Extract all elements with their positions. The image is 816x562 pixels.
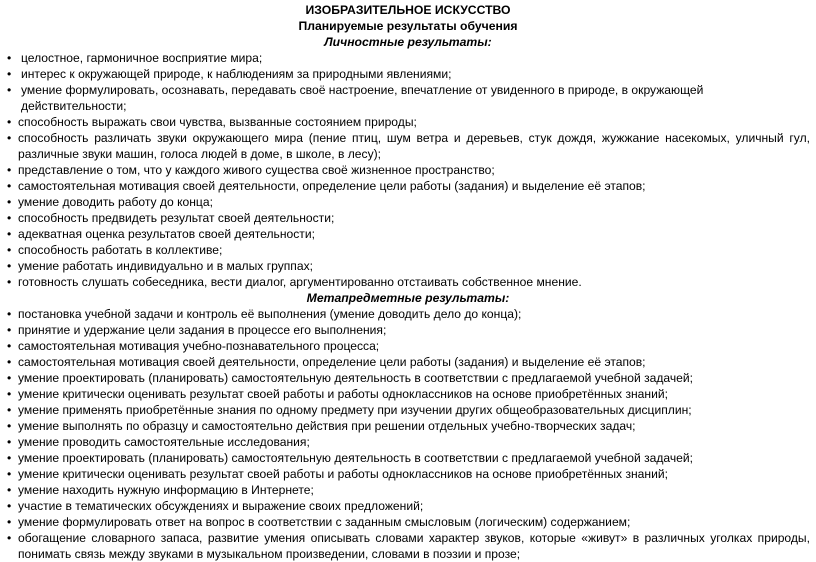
list-item: • умение критически оценивать результат своей работы и работы одноклассников на основе приобретённых знаний; — [6, 466, 810, 482]
list-item: • представление о том, что у каждого живого существа своё жизненное пространство; — [6, 162, 810, 178]
personal-results-heading: Личностные результаты: — [324, 35, 492, 49]
meta-results-heading: Метапредметные результаты: — [306, 291, 510, 305]
list-item: • самостоятельная мотивация своей деятельности, определение цели работы (задания) и выделение её этапов; — [6, 354, 810, 370]
list-item: • интерес к окружающей природе, к наблюдениям за природными явлениями; — [6, 66, 810, 82]
document-subtitle: Планируемые результаты обучения — [298, 19, 518, 33]
personal-results-list — [6, 50, 810, 290]
list-item: • умение проектировать (планировать) самостоятельную деятельность в соответствии с предлагаемой учебной задачей; — [6, 450, 810, 466]
list-item: • постановка учебной задачи и контроль её выполнения (умение доводить дело до конца); — [6, 306, 810, 322]
list-item: • умение доводить работу до конца; — [6, 194, 810, 210]
list-item: • умение критически оценивать результат своей работы и работы одноклассников на основе приобретённых знаний; — [6, 386, 810, 402]
list-item: • обогащение словарного запаса, развитие умения описывать словами характер звуков, которые «живут» в различных уголках природы, понимать связь между звуками в музыкальном произведении, словами в поэзии и прозе; — [6, 530, 810, 562]
list-item: • умение применять приобретённые знания по одному предмету при изучении других общеобразовательных дисциплин; — [6, 402, 810, 418]
list-item: • адекватная оценка результатов своей деятельности; — [6, 226, 810, 242]
list-item: • умение проводить самостоятельные исследования; — [6, 434, 810, 450]
list-item: • целостное, гармоничное восприятие мира; — [6, 50, 810, 66]
document-title: ИЗОБРАЗИТЕЛЬНОЕ ИСКУССТВО — [305, 3, 511, 17]
list-item: • способность предвидеть результат своей деятельности; — [6, 210, 810, 226]
list-item: • умение работать индивидуально и в малых группах; — [6, 258, 810, 274]
list-item: • самостоятельная мотивация своей деятельности, определение цели работы (задания) и выделение её этапов; — [6, 178, 810, 194]
list-item: • способность выражать свои чувства, вызванные состоянием природы; — [6, 114, 810, 130]
list-item: • умение находить нужную информацию в Интернете; — [6, 482, 810, 498]
list-item: • способность различать звуки окружающего мира (пение птиц, шум ветра и деревьев, стук дождя, жужжание насекомых, уличный гул, различные звуки машин, голоса людей в доме, в школе, в лесу); — [6, 130, 810, 162]
list-item: • способность работать в коллективе; — [6, 242, 810, 258]
list-item: • умение формулировать ответ на вопрос в соответствии с заданным смысловым (логическим) содержанием; — [6, 514, 810, 530]
list-item: • умение формулировать, осознавать, передавать своё настроение, впечатление от увиденного в природе, в окружающей действительности; — [6, 82, 810, 114]
list-item: • участие в тематических обсуждениях и выражение своих предложений; — [6, 498, 810, 514]
meta-results-list — [6, 306, 810, 562]
list-item: • принятие и удержание цели задания в процессе его выполнения; — [6, 322, 810, 338]
list-item: • умение проектировать (планировать) самостоятельную деятельность в соответствии с предлагаемой учебной задачей; — [6, 370, 810, 386]
list-item: • готовность слушать собеседника, вести диалог, аргументированно отстаивать собственное мнение. — [6, 274, 810, 290]
list-item: • самостоятельная мотивация учебно-познавательного процесса; — [6, 338, 810, 354]
list-item: • умение выполнять по образцу и самостоятельно действия при решении отдельных учебно-творческих задач; — [6, 418, 810, 434]
